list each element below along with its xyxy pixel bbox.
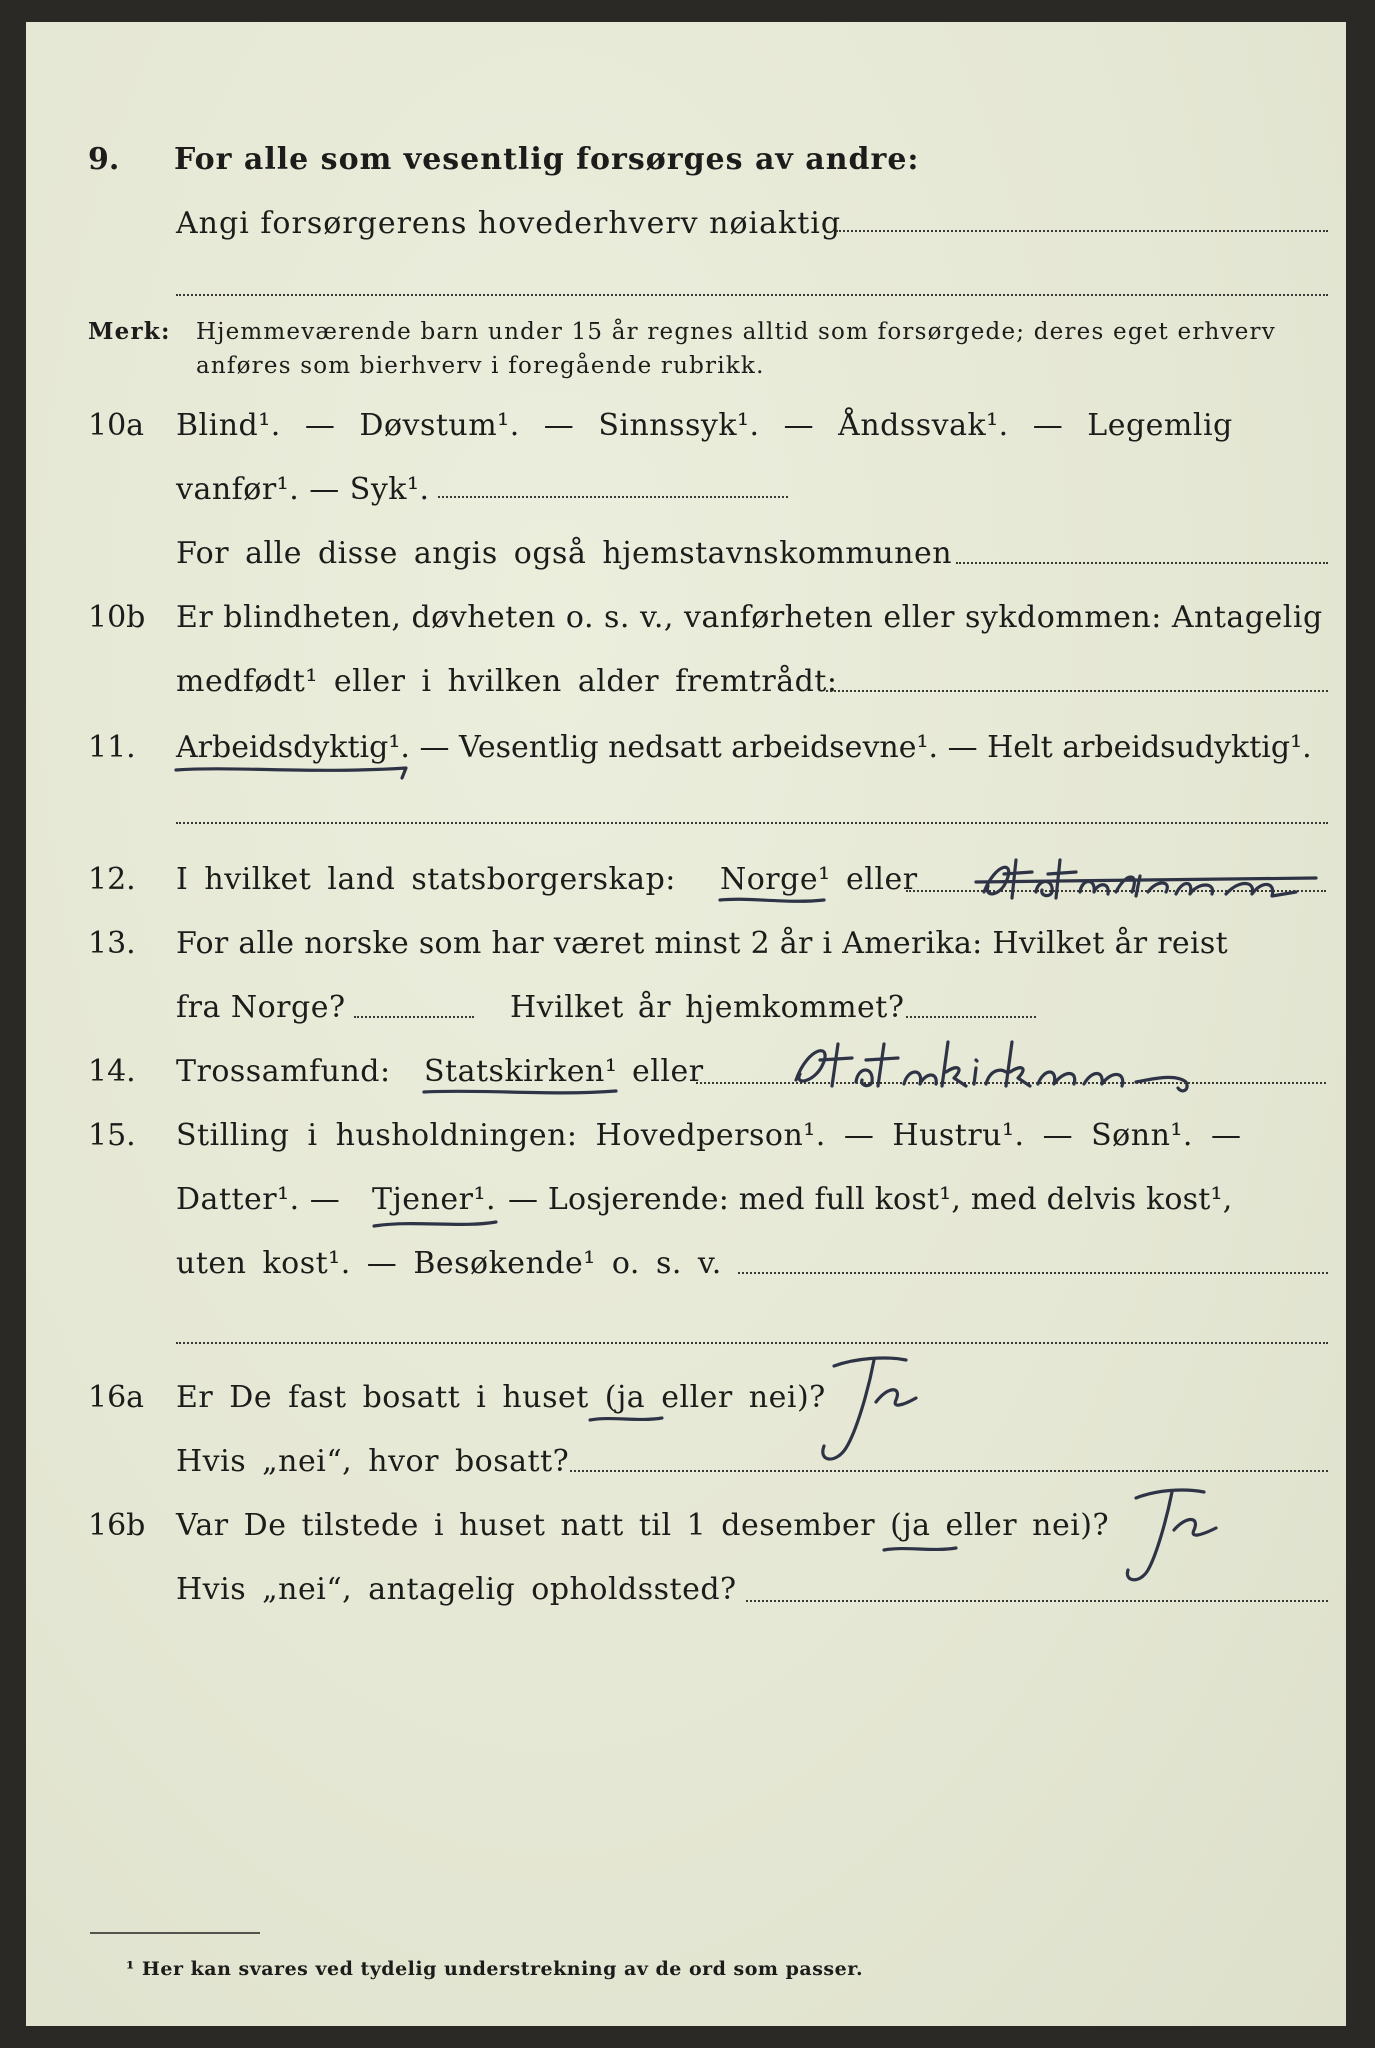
q12-underline-mark bbox=[718, 894, 828, 914]
q10b-line-2: medfødt¹ eller i hvilken alder fremtrådt: bbox=[176, 664, 838, 699]
q12-suffix: eller bbox=[846, 862, 918, 897]
q15-line-2a: Datter¹. — bbox=[176, 1182, 341, 1217]
q12-number: 12. bbox=[88, 862, 136, 897]
q14-number: 14. bbox=[88, 1054, 136, 1089]
q13-year-left-line[interactable] bbox=[354, 1016, 474, 1018]
q16b-whereabouts-line[interactable] bbox=[746, 1600, 1328, 1602]
q9-answer-line[interactable] bbox=[836, 230, 1328, 232]
q9-heading: For alle som vesentlig forsørges av andre: bbox=[174, 142, 920, 177]
q16a-underline-mark bbox=[588, 1412, 668, 1432]
q14-handwritten-answer bbox=[786, 1038, 1326, 1102]
q14-prefix: Trossamfund: bbox=[176, 1054, 391, 1089]
merk-line-1: Hjemmeværende barn under 15 år regnes alltid som forsørgede; deres eget erhverv bbox=[196, 319, 1276, 345]
q15-answer-line-2[interactable] bbox=[176, 1342, 1328, 1344]
q12-struck-handwriting bbox=[976, 852, 1326, 916]
q11-underline-mark bbox=[174, 762, 414, 786]
q14-option-statskirken: Statskirken¹ bbox=[424, 1054, 618, 1089]
q10b-answer-line[interactable] bbox=[826, 690, 1328, 692]
q11-answer-line[interactable] bbox=[176, 822, 1328, 824]
q15-answer-line[interactable] bbox=[738, 1272, 1328, 1274]
q13-line-1: For alle norske som har været minst 2 år i Amerika: Hvilket år reist bbox=[176, 926, 1228, 961]
q12-option-norge: Norge¹ bbox=[720, 862, 831, 897]
merk-line-2: anføres som bierhverv i foregående rubrikk. bbox=[196, 353, 765, 379]
q9-instruction: Angi forsørgerens hovederhverv nøiaktig bbox=[176, 206, 842, 241]
q13-line-2a: fra Norge? bbox=[176, 990, 346, 1025]
q16b-line-1: Var De tilstede i huset natt til 1 desember (ja eller nei)? bbox=[176, 1508, 1110, 1543]
footnote: ¹ Her kan svares ved tydelig understrekning av de ord som passer. bbox=[126, 1958, 864, 1980]
q16a-line-2: Hvis „nei“, hvor bosatt? bbox=[176, 1444, 570, 1479]
q10b-line-1: Er blindheten, døvheten o. s. v., vanførheten eller sykdommen: Antagelig bbox=[176, 600, 1323, 635]
q10a-line-3: For alle disse angis også hjemstavnskommunen bbox=[176, 536, 953, 571]
q15-line-1: Stilling i husholdningen: Hovedperson¹. — Hustru¹. — Sønn¹. — bbox=[176, 1118, 1242, 1153]
q10a-number: 10a bbox=[88, 408, 145, 443]
q15-line-2c: — Losjerende: med full kost¹, med delvis kost¹, bbox=[508, 1182, 1233, 1217]
footnote-rule bbox=[90, 1932, 260, 1934]
q13-year-returned-line[interactable] bbox=[906, 1016, 1036, 1018]
q9-answer-line-2[interactable] bbox=[176, 294, 1328, 296]
q14-suffix: eller bbox=[632, 1054, 704, 1089]
q16b-line-2: Hvis „nei“, antagelig opholdssted? bbox=[176, 1572, 737, 1607]
q15-line-3: uten kost¹. — Besøkende¹ o. s. v. bbox=[176, 1246, 722, 1281]
q16b-underline-mark bbox=[882, 1542, 962, 1562]
q16b-number: 16b bbox=[88, 1508, 146, 1543]
q13-number: 13. bbox=[88, 926, 136, 961]
q16a-residence-line[interactable] bbox=[570, 1470, 1328, 1472]
q10a-hometown-line[interactable] bbox=[956, 562, 1328, 564]
census-form-page bbox=[26, 22, 1346, 2026]
q11-number: 11. bbox=[88, 730, 136, 765]
q10a-line-2: vanfør¹. — Syk¹. bbox=[176, 472, 430, 507]
q13-line-2b: Hvilket år hjemkommet? bbox=[510, 990, 905, 1025]
q16a-number: 16a bbox=[88, 1380, 145, 1415]
q12-prefix: I hvilket land statsborgerskap: bbox=[176, 862, 676, 897]
q14-underline-mark bbox=[422, 1086, 622, 1106]
q16b-handwritten-answer bbox=[1106, 1484, 1266, 1608]
q15-underline-mark bbox=[372, 1218, 502, 1238]
q10a-answer-line[interactable] bbox=[438, 496, 788, 498]
q16a-handwritten-answer bbox=[806, 1352, 966, 1486]
q10a-line-1: Blind¹. — Døvstum¹. — Sinnssyk¹. — Åndssvak¹. — Legemlig bbox=[176, 408, 1233, 443]
q9-number: 9. bbox=[88, 142, 120, 177]
merk-label: Merk: bbox=[88, 318, 171, 345]
q15-number: 15. bbox=[88, 1118, 136, 1153]
q16a-line-1: Er De fast bosatt i huset (ja eller nei)? bbox=[176, 1380, 826, 1415]
q11-options: Arbeidsdyktig¹. — Vesentlig nedsatt arbeidsevne¹. — Helt arbeidsudyktig¹. bbox=[176, 730, 1312, 765]
q15-option-tjener: Tjener¹. bbox=[372, 1182, 497, 1217]
q10b-number: 10b bbox=[88, 600, 146, 635]
